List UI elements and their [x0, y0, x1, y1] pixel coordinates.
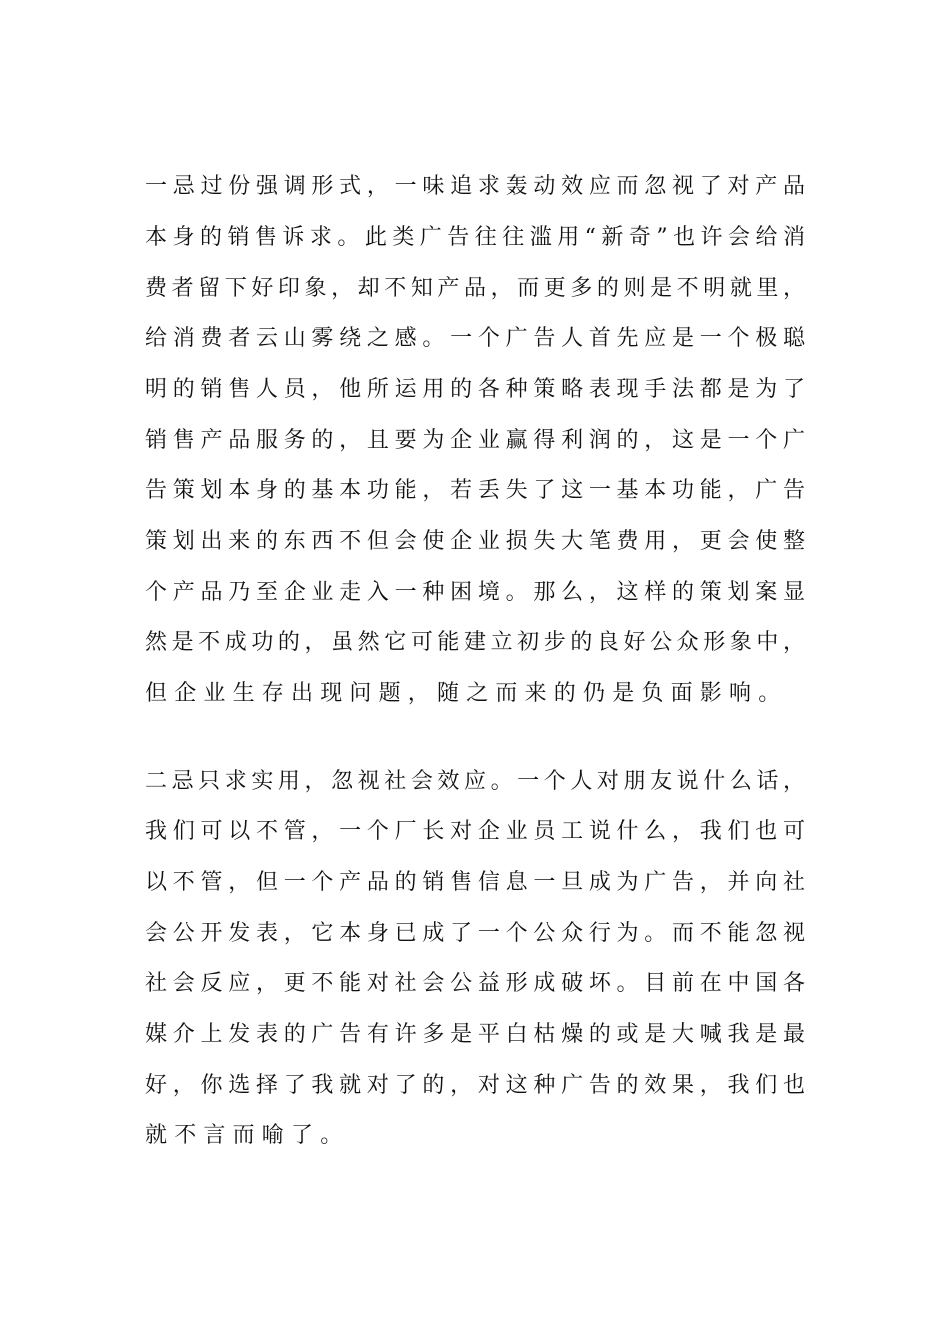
paragraph-line: 会公开发表，它本身已成了一个公众行为。而不能忽视 — [145, 921, 805, 946]
paragraph-line: 我们可以不管，一个厂长对企业员工说什么，我们也可 — [145, 819, 805, 844]
paragraph-line: 二忌只求实用，忽视社会效应。一个人对朋友说什么话， — [145, 769, 805, 794]
paragraph-line: 给消费者云山雾绕之感。一个广告人首先应是一个极聪 — [145, 326, 805, 351]
paragraph-line: 然是不成功的，虽然它可能建立初步的良好公众形象中， — [145, 630, 805, 655]
paragraph-line: 媒介上发表的广告有许多是平白枯燥的或是大喊我是最 — [145, 1022, 805, 1047]
paragraph-line: 就不言而喻了。 — [145, 1123, 350, 1148]
paragraph-line: 明的销售人员，他所运用的各种策略表现手法都是为了 — [145, 377, 805, 402]
paragraph-line: 以不管，但一个产品的销售信息一旦成为广告，并向社 — [145, 870, 805, 895]
paragraph-line: 社会反应，更不能对社会公益形成破坏。目前在中国各 — [145, 971, 805, 996]
paragraph-line: 费者留下好印象，却不知产品，而更多的则是不明就里， — [145, 276, 805, 301]
paragraph-line: 本身的销售诉求。此类广告往往滥用“新奇”也许会给消 — [145, 225, 805, 250]
paragraph-line: 销售产品服务的，且要为企业赢得利润的，这是一个广 — [145, 428, 805, 453]
paragraph-line: 一忌过份强调形式，一味追求轰动效应而忽视了对产品 — [145, 174, 805, 199]
paragraph-line: 告策划本身的基本功能，若丢失了这一基本功能，广告 — [145, 478, 805, 503]
paragraph-line: 个产品乃至企业走入一种困境。那么，这样的策划案显 — [145, 580, 805, 605]
paragraph-line: 好，你选择了我就对了的，对这种广告的效果，我们也 — [145, 1073, 805, 1098]
paragraph-line: 策划出来的东西不但会使企业损失大笔费用，更会使整 — [145, 529, 805, 554]
paragraph-line: 但企业生存出现问题，随之而来的仍是负面影响。 — [145, 681, 788, 706]
